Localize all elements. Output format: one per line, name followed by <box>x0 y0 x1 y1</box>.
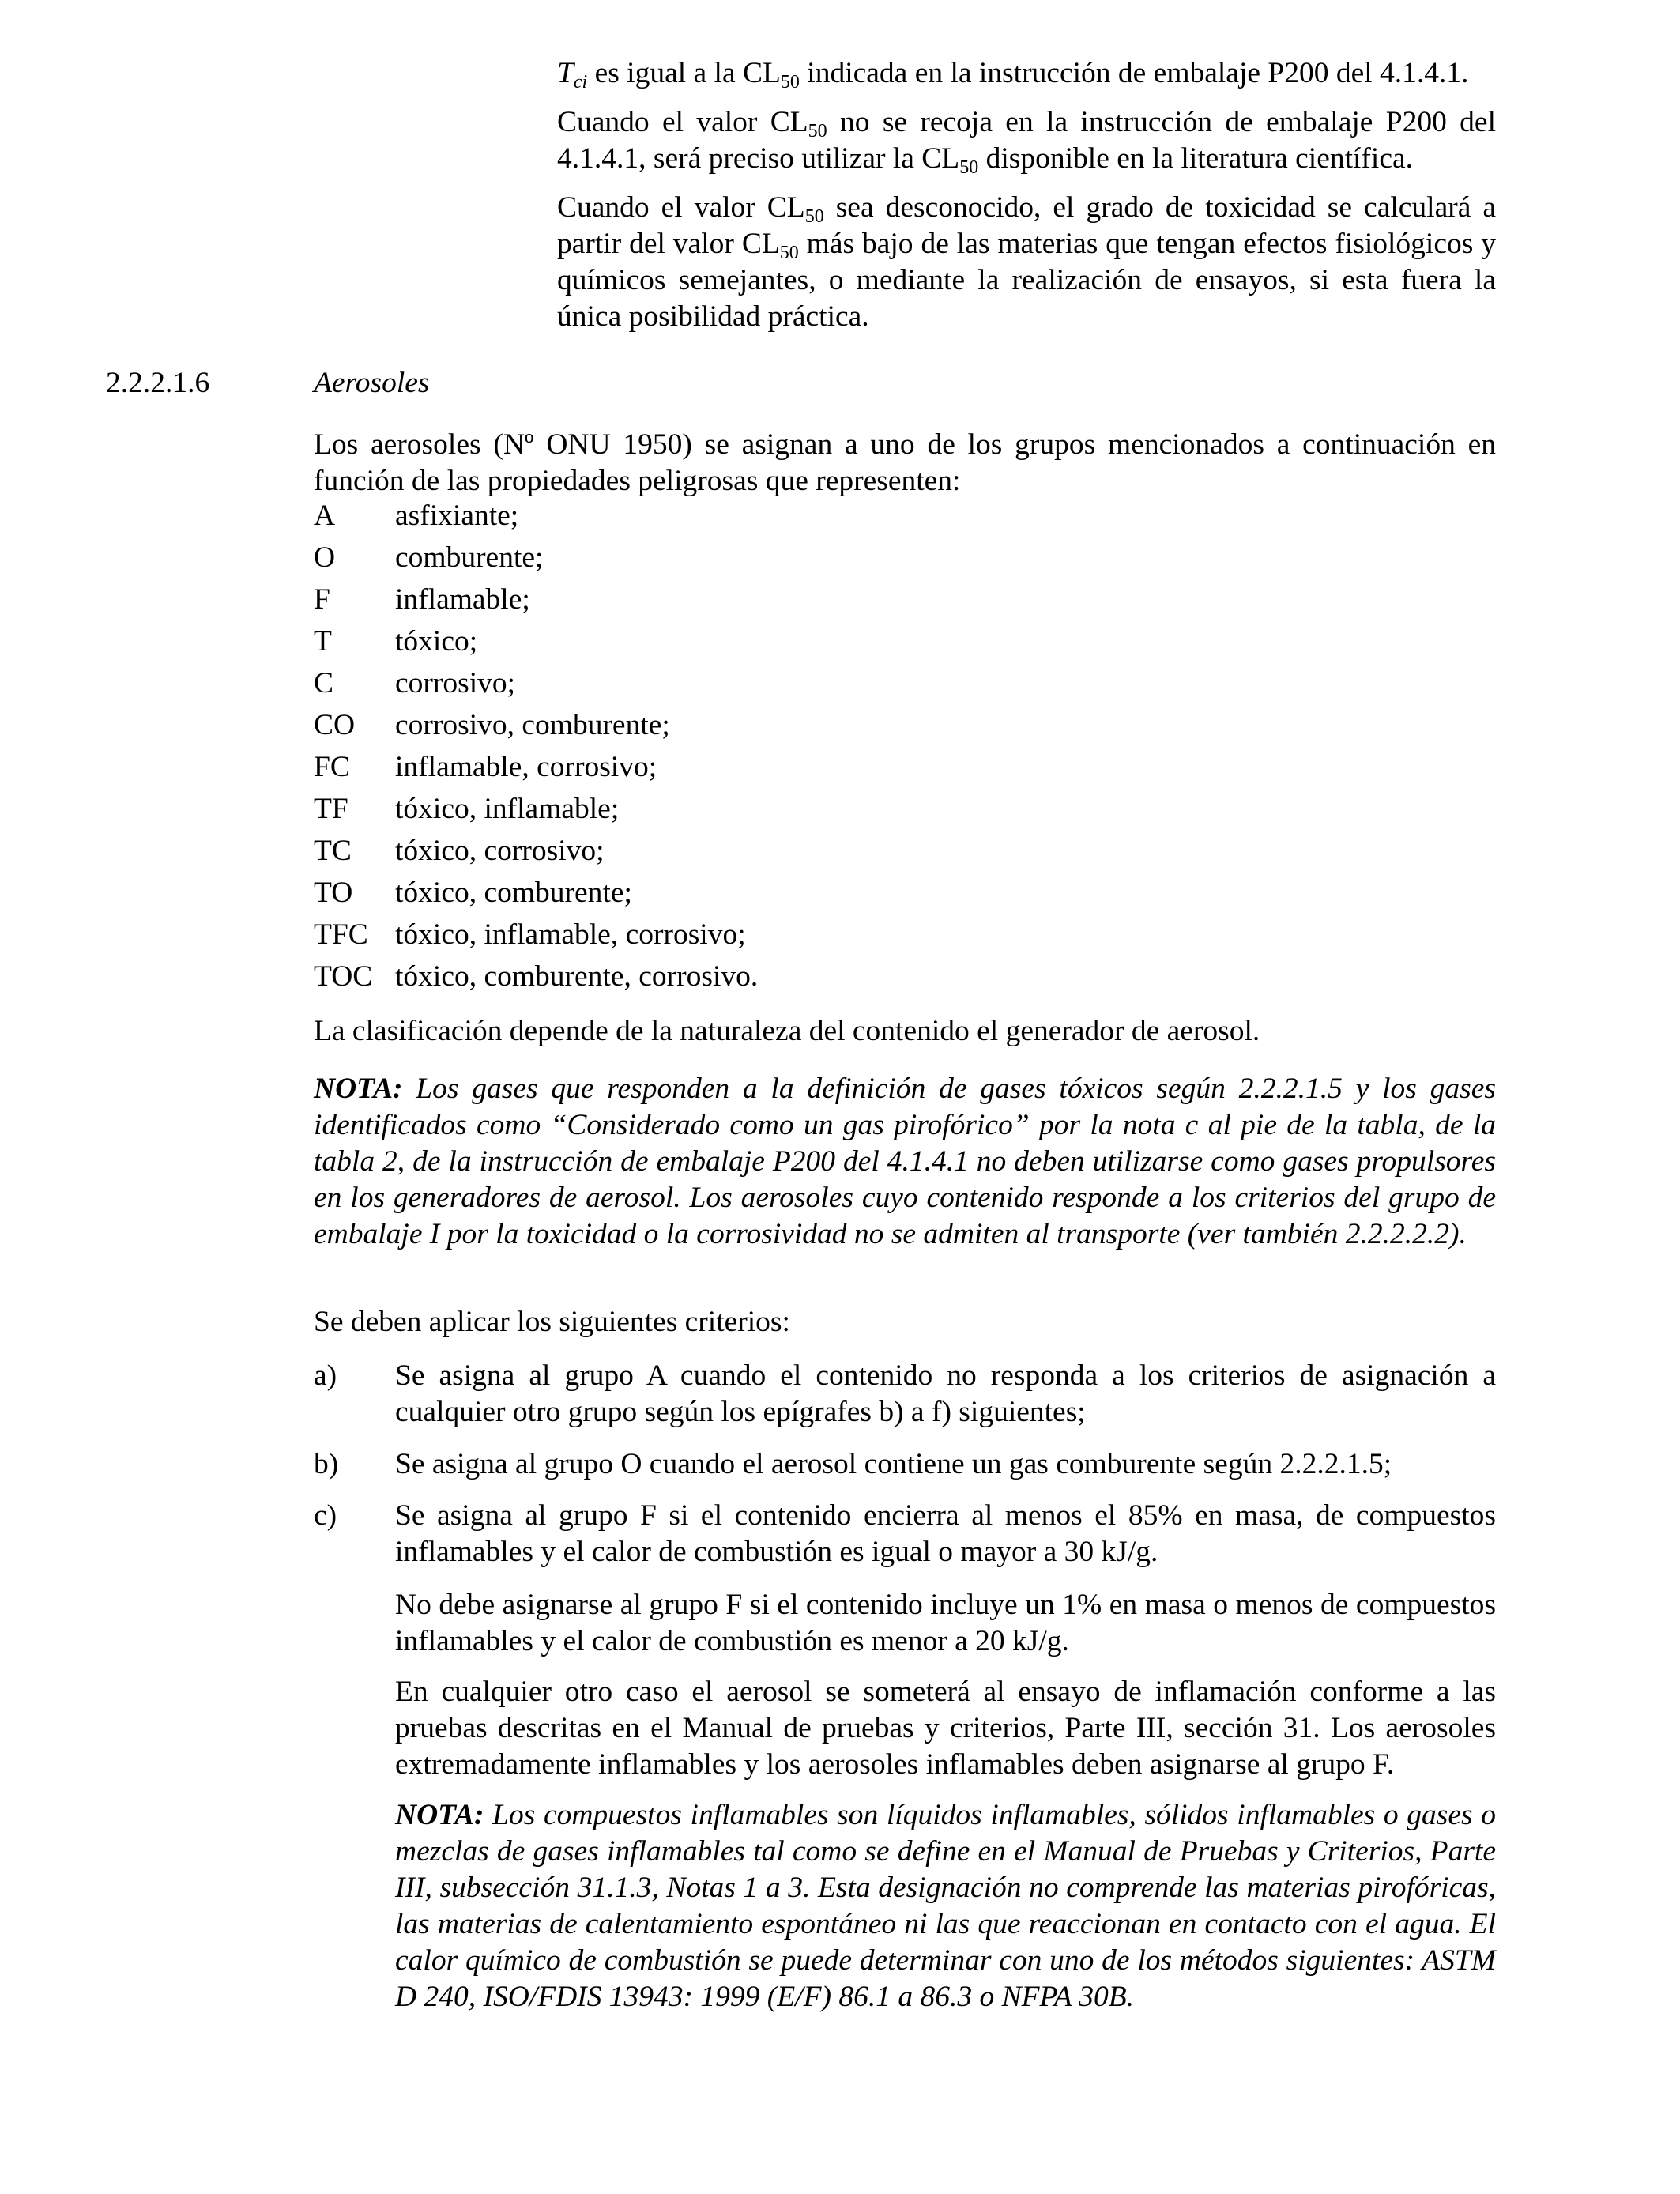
list-item <box>314 833 1496 875</box>
criterion-item <box>314 1358 1496 1431</box>
criterion-item <box>314 1446 1496 1483</box>
list-item <box>314 624 1496 665</box>
criterion-text: Se asigna al grupo O cuando el aerosol contiene un gas comburente según 2.2.2.1.5; <box>395 1448 1392 1480</box>
list-item <box>314 959 1496 1001</box>
group-code: F <box>314 583 330 616</box>
tci-text-b: indicada en la instrucción de embalaje P200 del 4.1.4.1. <box>799 57 1469 89</box>
tci-subscript: ci <box>573 72 588 92</box>
group-description: corrosivo, comburente; <box>395 709 670 741</box>
aerosol-group-list <box>314 498 1496 1001</box>
group-code: T <box>314 625 332 658</box>
p3-text-b: sea desconocido, el grado de toxicidad se calculará a partir del valor CL <box>557 191 1496 260</box>
list-item <box>314 917 1496 959</box>
group-description: inflamable; <box>395 583 530 616</box>
note-paragraph <box>314 1071 1496 1253</box>
criterion-text: Se asigna al grupo F si el contenido encierra al menos el 85% en masa, de compuestos inflamables y el calor de combustión es igual o mayor a 30 kJ/g. <box>395 1499 1496 1568</box>
section-title: Aerosoles <box>314 367 430 399</box>
group-description: inflamable, corrosivo; <box>395 751 657 783</box>
criterion-letter: b) <box>314 1448 339 1480</box>
criterion-item <box>314 1498 1496 1570</box>
list-item <box>314 875 1496 917</box>
note-paragraph <box>395 1797 1496 2015</box>
note-text: Los compuestos inflamables son líquidos inflamables, sólidos inflamables o gases o mezclas de gases inflamables tal como se define en el Manual de Pruebas y Criterios, Parte III, subsección 31.1.3, Notas 1 a 3. Esta designación no comprende las materias pirofóricas, las materias de calentamiento espontáneo ni las que reaccionan en contacto con el agua. El calor químico de combustión se puede determinar con uno de los métodos siguientes: ASTM D 240, ISO/FDIS 13943: 1999 (E/F) 86.1 a 86.3 o NFPA 30B. <box>395 1799 1496 2013</box>
group-code: C <box>314 667 334 699</box>
p3-text-c: más bajo de las materias que tengan efectos fisiológicos y químicos semejantes, o mediante la realización de ensayos, si esta fuera la única posibilidad práctica. <box>557 228 1496 333</box>
criterion-text: Se asigna al grupo A cuando el contenido no responda a los criterios de asignación a cualquier otro grupo según los epígrafes b) a f) siguientes; <box>395 1359 1496 1428</box>
group-code: TO <box>314 876 353 909</box>
group-description: tóxico, corrosivo; <box>395 835 605 867</box>
cl50-literature-paragraph <box>557 104 1496 177</box>
group-code: FC <box>314 751 350 783</box>
note-label: NOTA: <box>395 1799 484 1831</box>
tci-symbol: T <box>557 57 574 89</box>
note-text: Los gases que responden a la definición de gases tóxicos según 2.2.2.1.5 y los gases identificados como “Considerado como un gas pirofórico” por la nota c al pie de la tabla, de la tabla 2, de la instrucción de embalaje P200 del 4.1.4.1 no deben utilizarse como gases propulsores en los generadores de aerosol. Los aerosoles cuyo contenido responde a los criterios del grupo de embalaje I por la toxicidad o la corrosividad no se admiten al transporte (ver también 2.2.2.2.2). <box>314 1072 1496 1250</box>
section-number: 2.2.2.1.6 <box>106 367 210 399</box>
group-description: tóxico, comburente; <box>395 876 632 909</box>
group-code: TC <box>314 835 352 867</box>
group-code: TF <box>314 793 348 825</box>
list-item <box>314 665 1496 707</box>
group-code: A <box>314 499 336 532</box>
p3-subscript-2: 50 <box>779 243 799 263</box>
tci-text-a: es igual a la CL <box>587 57 781 89</box>
group-description: corrosivo; <box>395 667 516 699</box>
criteria-intro: Se deben aplicar los siguientes criterios: <box>314 1306 790 1338</box>
group-description: comburente; <box>395 541 544 574</box>
p2-text-b: no se recoja en la instrucción de embalaje P200 del 4.1.4.1, será preciso utilizar la CL <box>557 106 1496 175</box>
criterion-c-paragraph-1: No debe asignarse al grupo F si el contenido incluye un 1% en masa o menos de compuestos inflamables y el calor de combustión es menor a 20 kJ/g. <box>395 1589 1496 1657</box>
list-item <box>314 791 1496 833</box>
group-code: TFC <box>314 918 368 951</box>
criterion-letter: c) <box>314 1499 337 1532</box>
list-item <box>314 749 1496 791</box>
continuation-block <box>557 55 1496 348</box>
p2-subscript-2: 50 <box>959 157 979 178</box>
criterion-c-paragraph-2: En cualquier otro caso el aerosol se someterá al ensayo de inflamación conforme a las pruebas descritas en el Manual de pruebas y criterios, Parte III, sección 31. Los aerosoles extremadamente inflamables y los aerosoles inflamables deben asignarse al grupo F. <box>395 1676 1496 1781</box>
list-item <box>314 582 1496 624</box>
p3-subscript-1: 50 <box>804 206 824 227</box>
list-item <box>314 707 1496 749</box>
classification-paragraph: La clasificación depende de la naturaleza del contenido el generador de aerosol. <box>314 1015 1260 1047</box>
p2-text-c: disponible en la literatura científica. <box>978 142 1413 175</box>
p3-text-a: Cuando el valor CL <box>557 191 805 224</box>
group-description: asfixiante; <box>395 499 519 532</box>
p2-text-a: Cuando el valor CL <box>557 106 808 138</box>
intro-paragraph: Los aerosoles (Nº ONU 1950) se asignan a uno de los grupos mencionados a continuación en función de las propiedades peligrosas que representen: <box>314 428 1496 497</box>
p2-subscript-1: 50 <box>808 121 827 141</box>
criterion-c-continuation <box>395 1587 1496 2030</box>
cl50-subscript: 50 <box>780 72 800 92</box>
note-label: NOTA: <box>314 1072 403 1105</box>
group-code: O <box>314 541 336 574</box>
group-code: CO <box>314 709 356 741</box>
group-description: tóxico; <box>395 625 478 658</box>
tci-paragraph <box>557 55 1496 92</box>
criterion-letter: a) <box>314 1359 337 1392</box>
list-item <box>314 498 1496 540</box>
cl50-unknown-paragraph <box>557 190 1496 335</box>
group-description: tóxico, inflamable, corrosivo; <box>395 918 746 951</box>
group-code: TOC <box>314 960 373 993</box>
group-description: tóxico, comburente, corrosivo. <box>395 960 759 993</box>
group-description: tóxico, inflamable; <box>395 793 620 825</box>
list-item <box>314 540 1496 582</box>
